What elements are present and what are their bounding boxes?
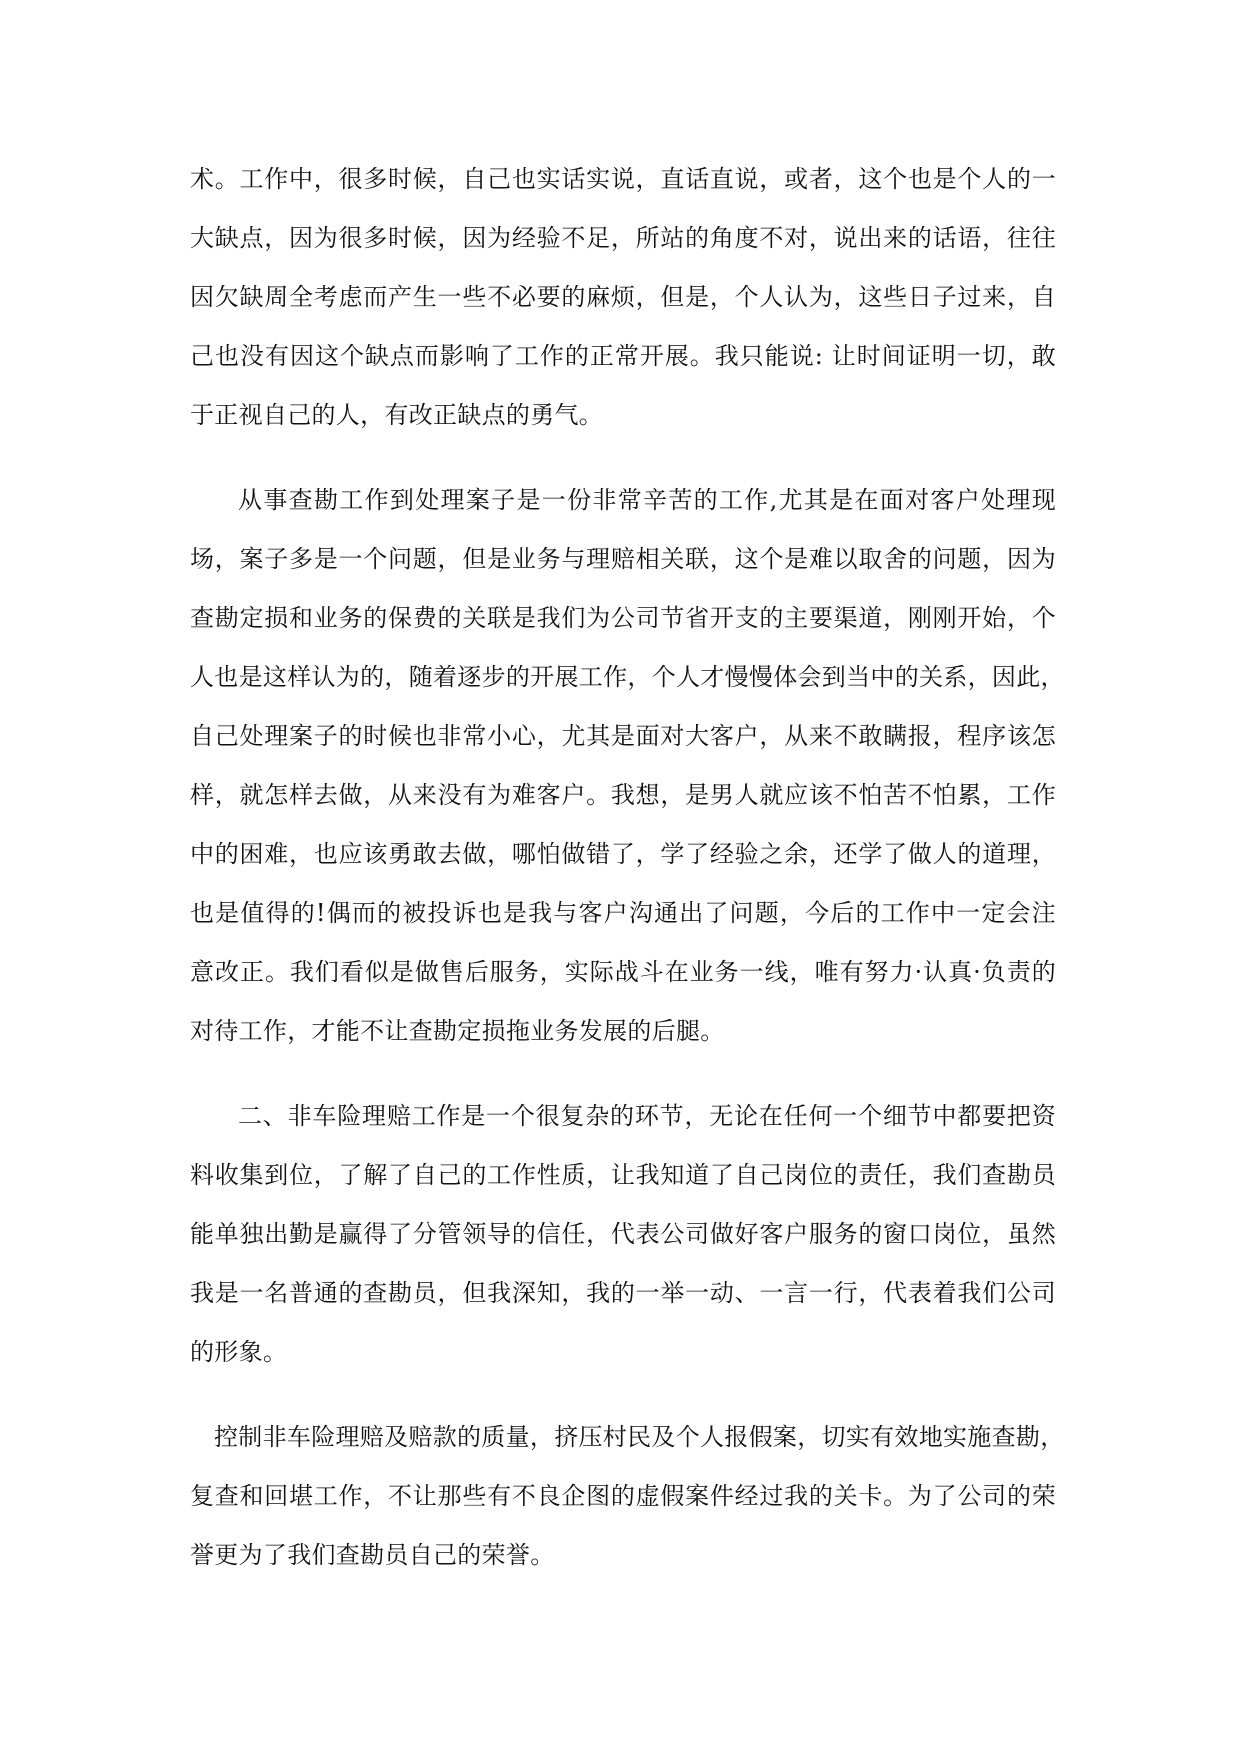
text-line: 查勘定损和业务的保费的关联是我们为公司节省开支的主要渠道，刚刚开始，个: [190, 604, 1056, 632]
paragraph-1: [190, 150, 1056, 445]
text-line: 誉更为了我们查勘员自己的荣誉。: [190, 1541, 555, 1569]
text-line: 中的困难，也应该勇敢去做，哪怕做错了，学了经验之余，还学了做人的道理，: [190, 840, 1056, 868]
text-line: 自己处理案子的时候也非常小心，尤其是面对大客户，从来不敢瞒报，程序该怎: [190, 722, 1056, 750]
text-line: 的形象。: [190, 1338, 288, 1366]
text-line: 人也是这样认为的，随着逐步的开展工作，个人才慢慢体会到当中的关系，因此，: [190, 663, 1065, 691]
document-body: [190, 150, 1065, 1585]
paragraph-2: [190, 471, 1065, 1061]
text-line: 我是一名普通的查勘员，但我深知，我的一举一动、一言一行，代表着我们公司: [190, 1279, 1056, 1307]
text-line: 场，案子多是一个问题，但是业务与理赔相关联，这个是难以取舍的问题，因为: [190, 545, 1056, 573]
text-line: 大缺点，因为很多时候，因为经验不足，所站的角度不对，说出来的话语，往往: [190, 224, 1056, 252]
text-line: 因欠缺周全考虑而产生一些不必要的麻烦，但是，个人认为，这些日子过来，自: [190, 283, 1056, 311]
text-line: 控制非车险理赔及赔款的质量，挤压村民及个人报假案，切实有效地实施查勘，: [214, 1423, 1065, 1451]
text-line: 己也没有因这个缺点而影响了工作的正常开展。我只能说: 让时间证明一切，敢: [190, 342, 1056, 370]
paragraph-3: [190, 1087, 1056, 1382]
text-line: 意改正。我们看似是做售后服务，实际战斗在业务一线，唯有努力·认真·负责的: [190, 958, 1056, 986]
paragraph-4: [190, 1408, 1065, 1585]
text-line: 二、非车险理赔工作是一个很复杂的环节，无论在任何一个细节中都要把资: [238, 1102, 1056, 1130]
text-line: 术。工作中，很多时候，自己也实话实说，直话直说，或者，这个也是个人的一: [190, 165, 1056, 193]
text-line: 样，就怎样去做，从来没有为难客户。我想，是男人就应该不怕苦不怕累，工作: [190, 781, 1056, 809]
text-line: 也是值得的!偶而的被投诉也是我与客户沟通出了问题，今后的工作中一定会注: [190, 899, 1056, 927]
text-line: 料收集到位，了解了自己的工作性质，让我知道了自己岗位的责任，我们查勘员: [190, 1161, 1056, 1189]
text-line: 复查和回堪工作，不让那些有不良企图的虚假案件经过我的关卡。为了公司的荣: [190, 1482, 1056, 1510]
text-line: 能单独出勤是赢得了分管领导的信任，代表公司做好客户服务的窗口岗位，虽然: [190, 1220, 1056, 1248]
text-line: 从事查勘工作到处理案子是一份非常辛苦的工作,尤其是在面对客户处理现: [238, 486, 1056, 514]
text-line: 于正视自己的人，有改正缺点的勇气。: [190, 401, 604, 429]
text-line: 对待工作，才能不让查勘定损拖业务发展的后腿。: [190, 1017, 725, 1045]
